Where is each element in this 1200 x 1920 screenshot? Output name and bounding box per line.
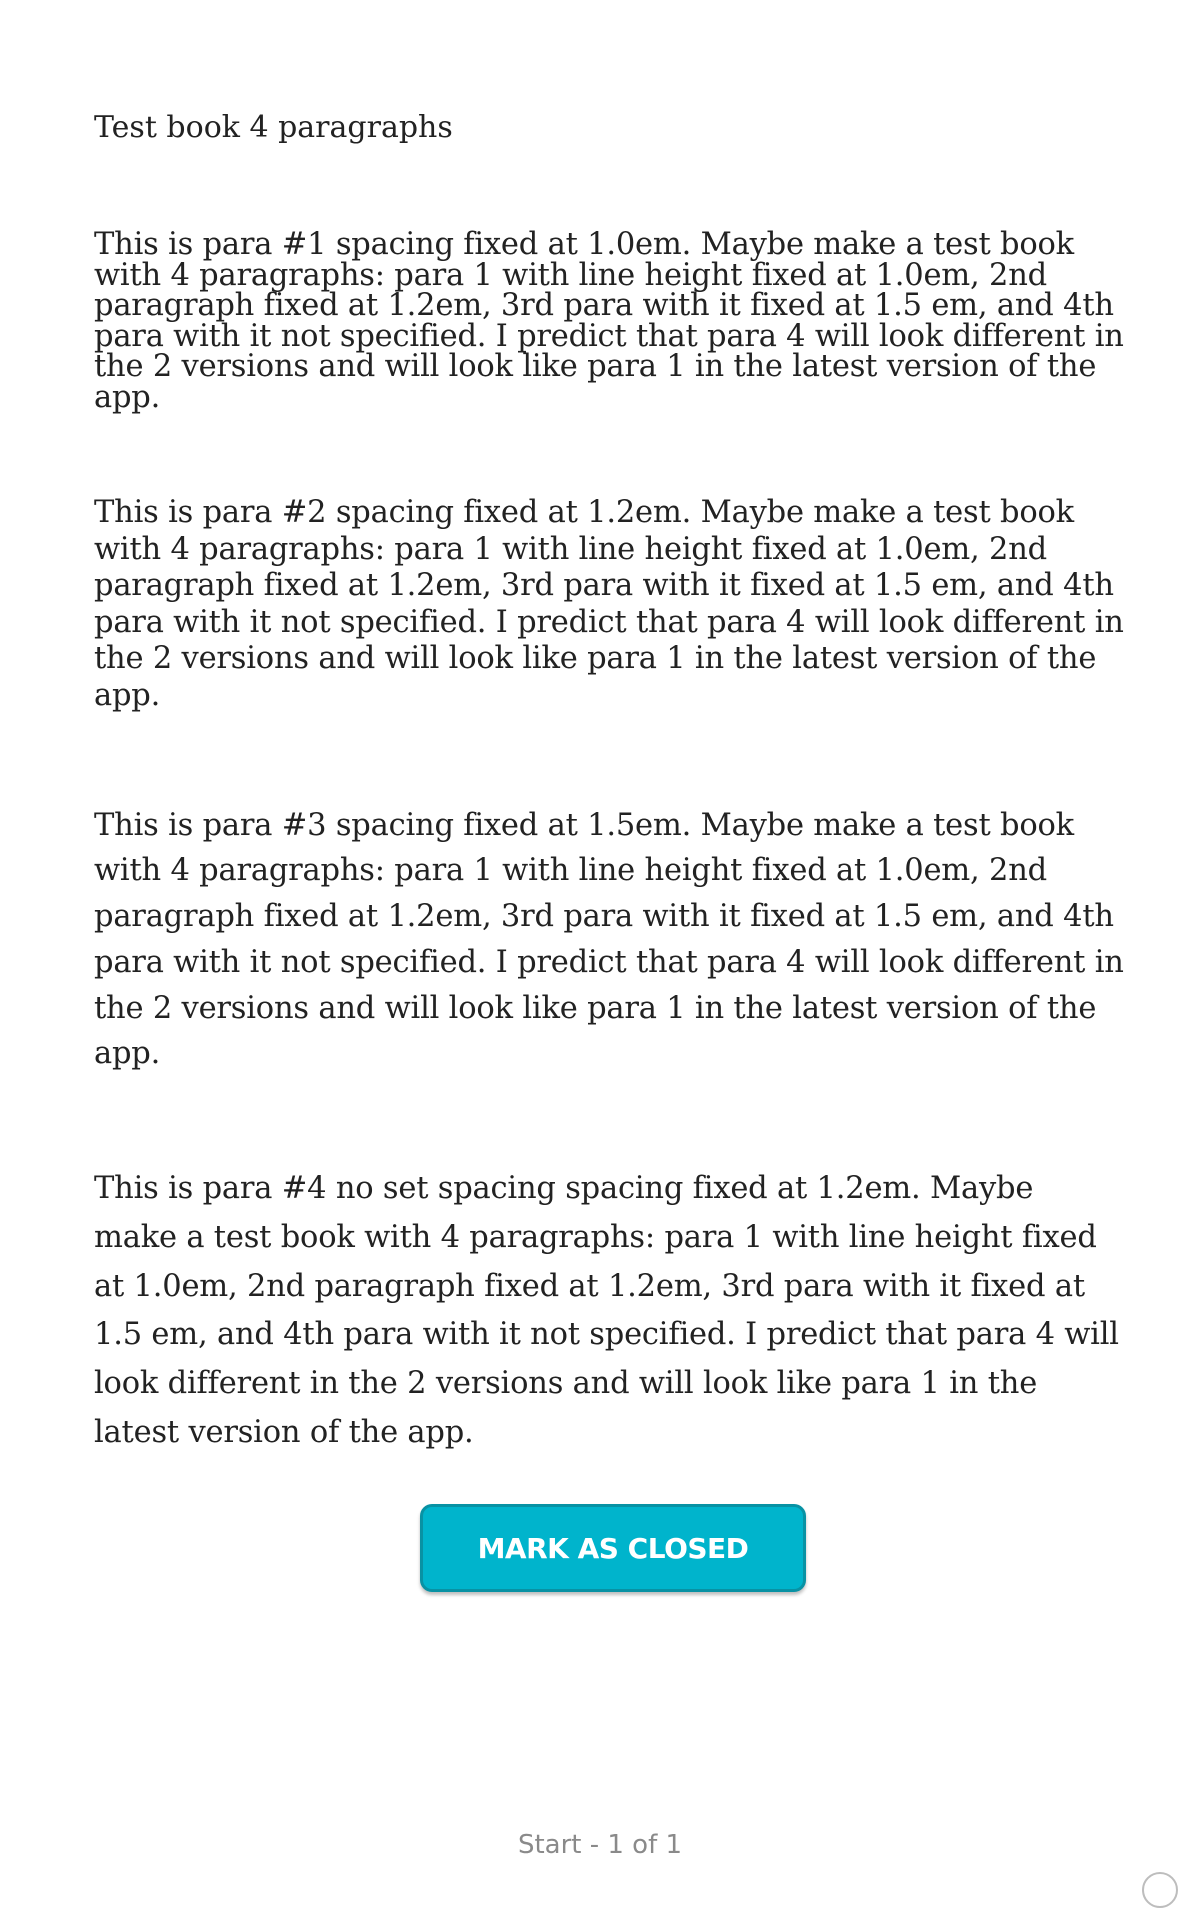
paragraph-1: This is para #1 spacing fixed at 1.0em. Maybe make a test book with 4 paragraphs: para 1 with line height fixed at 1.0em, 2nd paragraph fixed at 1.2em, 3rd para with it fixed at 1.5 em, and 4th para with it not specified. I predict that para 4 will look different in the 2 versions and will look like para 1 in the latest version of the app. xyxy=(94,227,1124,415)
paragraph-4: This is para #4 no set spacing spacing fixed at 1.2em. Maybe make a test book with 4 paragraphs: para 1 with line height fixed at 1.0em, 2nd paragraph fixed at 1.2em, 3rd para with it fixed at 1.5 em, and 4th para with it not specified. I predict that para 4 will look different in the 2 versions and will look like para 1 in the latest version of the app. xyxy=(94,1171,1119,1451)
paragraph-3: This is para #3 spacing fixed at 1.5em. Maybe make a test book with 4 paragraphs: para 1 with line height fixed at 1.0em, 2nd paragraph fixed at 1.2em, 3rd para with it fixed at 1.5 em, and 4th para with it not specified. I predict that para 4 will look different in the 2 versions and will look like para 1 in the latest version of the app. xyxy=(94,807,1124,1072)
reader-content xyxy=(94,106,1124,1458)
paragraph-2: This is para #2 spacing fixed at 1.2em. Maybe make a test book with 4 paragraphs: para 1 with line height fixed at 1.0em, 2nd paragraph fixed at 1.2em, 3rd para with it fixed at 1.5 em, and 4th para with it not specified. I predict that para 4 will look different in the 2 versions and will look like para 1 in the latest version of the app. xyxy=(94,495,1124,713)
book-title: Test book 4 paragraphs xyxy=(94,110,453,145)
mark-as-closed-button[interactable]: MARK AS CLOSED xyxy=(420,1504,806,1592)
page-indicator: Start - 1 of 1 xyxy=(517,1830,683,1860)
circle-icon[interactable] xyxy=(1142,1872,1178,1908)
